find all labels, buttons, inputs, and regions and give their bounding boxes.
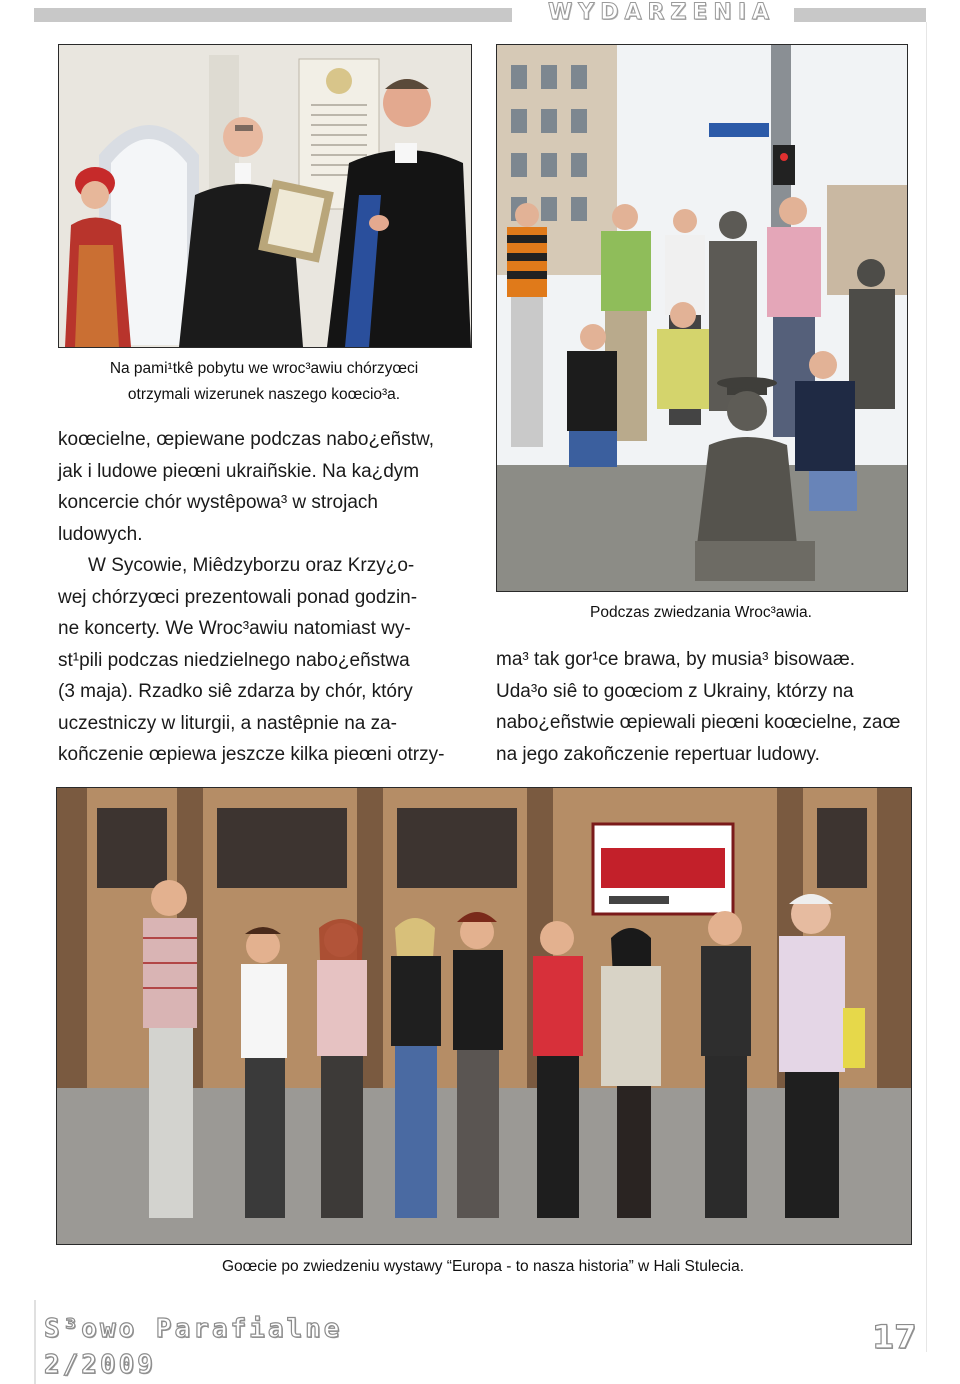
text-line: jak i ludowe pieœni ukraiñskie. Na ka¿dym xyxy=(58,460,420,482)
photo-group-image xyxy=(57,788,911,1244)
photo-presentation xyxy=(58,44,472,348)
photo-sightseeing xyxy=(496,44,908,592)
text-line: W Sycowie, Miêdzyborzu oraz Krzy¿o- xyxy=(88,555,415,576)
text-line: uczestniczy w liturgii, a nastêpnie na za- xyxy=(58,712,397,734)
caption-line: Na pami¹tkê pobytu we wroc³awiu chórzyœci xyxy=(109,360,419,377)
footer-issue: 2/2009 xyxy=(44,1350,156,1380)
text-line: Uda³o siê to goœciom z Ukrainy, którzy na xyxy=(496,680,854,702)
article-left-column xyxy=(58,424,470,771)
text-line: (3 maja). Rzadko siê zdarza by chór, który xyxy=(58,681,413,702)
text-line: koœcielne, œpiewane podczas nabo¿eñstw, xyxy=(58,429,434,450)
photo-sightseeing-image xyxy=(497,45,907,591)
photo-sightseeing-caption: Podczas zwiedzania Wroc³awia. xyxy=(590,604,812,621)
footer-rule xyxy=(34,1300,36,1384)
footer-publication-title: S³owo Parafialne xyxy=(44,1314,343,1344)
text-line: koncercie chór wystêpowa³ w strojach xyxy=(58,492,378,513)
text-line: st¹pili podczas niedzielnego nabo¿eñstwa xyxy=(58,649,410,671)
page-number: 17 xyxy=(872,1318,917,1356)
text-line: ne koncerty. We Wroc³awiu natomiast wy- xyxy=(58,618,411,639)
text-line: nabo¿eñstwie œpiewali pieœni koœcielne, zaœ xyxy=(496,712,901,733)
text-line: koñczenie œpiewa jeszcze kilka pieœni otrzy- xyxy=(58,744,445,765)
header-rule-left xyxy=(34,8,512,22)
text-line: ma³ tak gor¹ce brawa, by musia³ bisowaæ. xyxy=(496,649,856,670)
text-line: na jego zakoñczenie repertuar ludowy. xyxy=(496,743,820,765)
text-line: ludowych. xyxy=(58,523,143,545)
caption-line: otrzymali wizerunek naszego koœcio³a. xyxy=(127,386,401,403)
photo-presentation-image xyxy=(59,45,471,347)
text-line: wej chórzyœci prezentowali ponad godzin- xyxy=(58,586,418,608)
header-rule-right xyxy=(794,8,926,22)
photo-presentation-caption xyxy=(58,356,470,408)
section-title: WYDARZENIA xyxy=(548,0,776,25)
right-margin-line xyxy=(926,22,927,1352)
photo-group-caption: Goœcie po zwiedzeniu wystawy “Europa - to nasza historia” w Hali Stulecia. xyxy=(221,1258,745,1275)
article-right-column xyxy=(496,644,918,770)
photo-group xyxy=(56,787,912,1245)
